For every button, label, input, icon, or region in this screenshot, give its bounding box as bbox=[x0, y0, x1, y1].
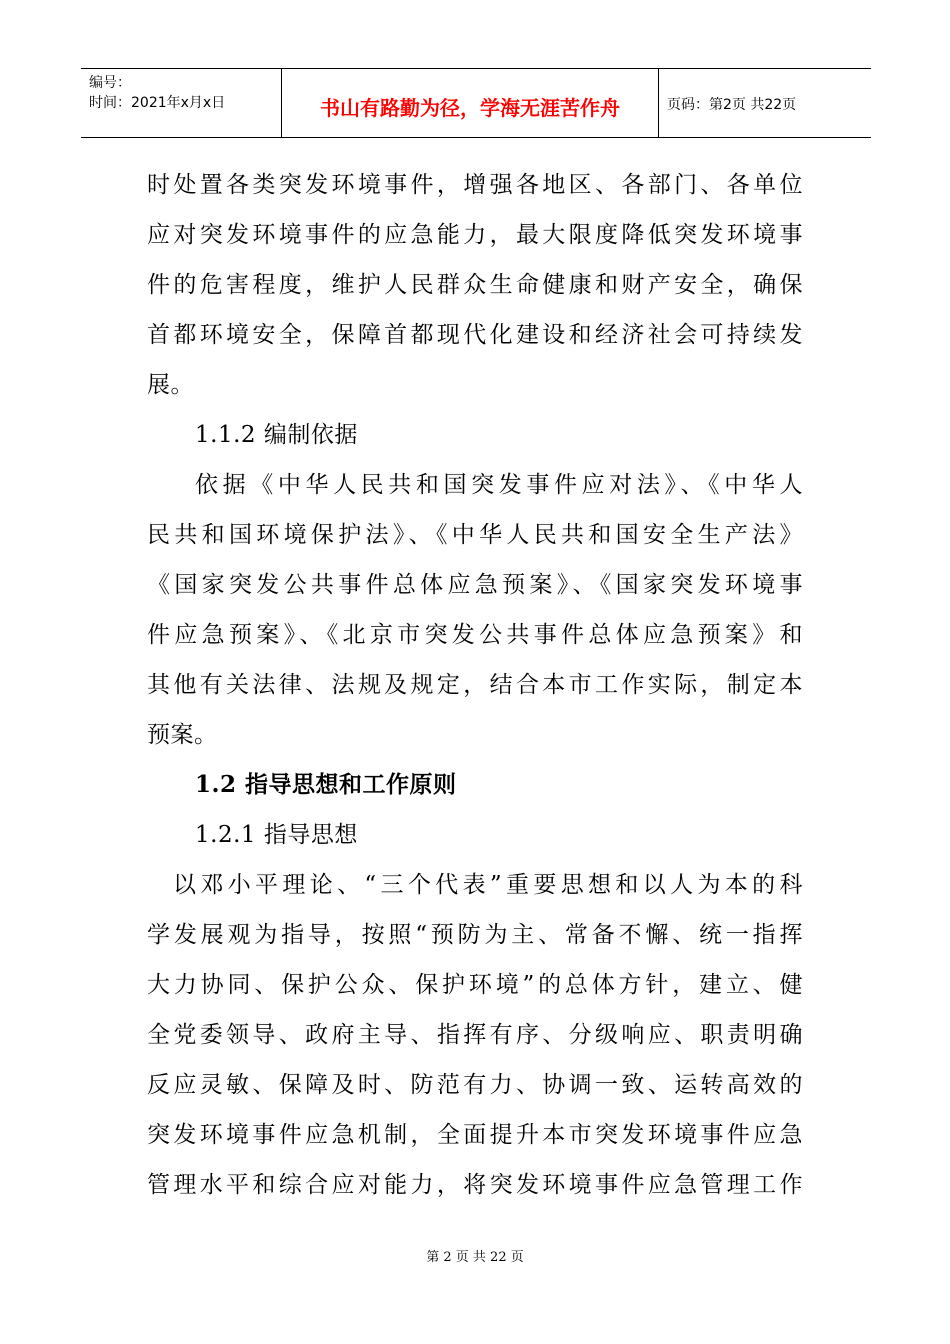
body-line: 大力协同、保护公众、保护环境”的总体方针，建立、健 bbox=[147, 972, 803, 998]
body-line: 全党委领导、政府主导、指挥有序、分级响应、职责明确 bbox=[147, 1022, 803, 1048]
body-line: 展。 bbox=[147, 372, 194, 398]
body-line: 件的危害程度，维护人民群众生命健康和财产安全，确保 bbox=[147, 272, 803, 298]
body-line: 依据《中华人民共和国突发事件应对法》、《中华人 bbox=[195, 472, 803, 498]
page-footer: 第 2 页 共 22 页 bbox=[426, 1250, 524, 1265]
body-line: 时处置各类突发环境事件，增强各地区、各部门、各单位 bbox=[147, 172, 803, 198]
body-line: 反应灵敏、保障及时、防范有力、协调一致、运转高效的 bbox=[147, 1072, 803, 1098]
body-line: 件应急预案》、《北京市突发公共事件总体应急预案》和 bbox=[147, 622, 803, 648]
section-heading-1-2-1: 1.2.1 指导思想 bbox=[195, 822, 358, 848]
header-motto: 书山有路勤为径，学海无涯苦作舟 bbox=[320, 96, 620, 120]
body-line: 学发展观为指导，按照“预防为主、常备不懈、统一指挥 bbox=[147, 922, 803, 948]
body-line: 管理水平和综合应对能力，将突发环境事件应急管理工作 bbox=[147, 1172, 803, 1198]
body-line: 其他有关法律、法规及规定，结合本市工作实际，制定本 bbox=[147, 672, 803, 698]
header-page-cell bbox=[659, 69, 871, 137]
header-meta-cell bbox=[81, 69, 281, 137]
body-line: 预案。 bbox=[147, 722, 218, 748]
header-page-info: 页码：第2页 共22页 bbox=[667, 97, 797, 113]
body-line: 《国家突发公共事件总体应急预案》、《国家突发环境事 bbox=[147, 572, 803, 598]
body-line: 突发环境事件应急机制，全面提升本市突发环境事件应急 bbox=[147, 1122, 803, 1148]
body-line: 首都环境安全，保障首都现代化建设和经济社会可持续发 bbox=[147, 322, 803, 348]
page-header bbox=[81, 68, 871, 138]
header-motto-cell bbox=[281, 69, 659, 137]
body-line: 应对突发环境事件的应急能力，最大限度降低突发环境事 bbox=[147, 222, 803, 248]
section-heading-1-1-2: 1.1.2 编制依据 bbox=[195, 422, 358, 448]
section-heading-1-2: 1.2 指导思想和工作原则 bbox=[195, 771, 457, 798]
body-line: 以邓小平理论、“三个代表”重要思想和以人为本的科 bbox=[173, 872, 803, 898]
body-line: 民共和国环境保护法》、《中华人民共和国安全生产法》 bbox=[147, 522, 803, 548]
document-number-label: 编号： bbox=[89, 75, 131, 91]
document-time-label: 时间：2021年x月x日 bbox=[89, 95, 226, 111]
